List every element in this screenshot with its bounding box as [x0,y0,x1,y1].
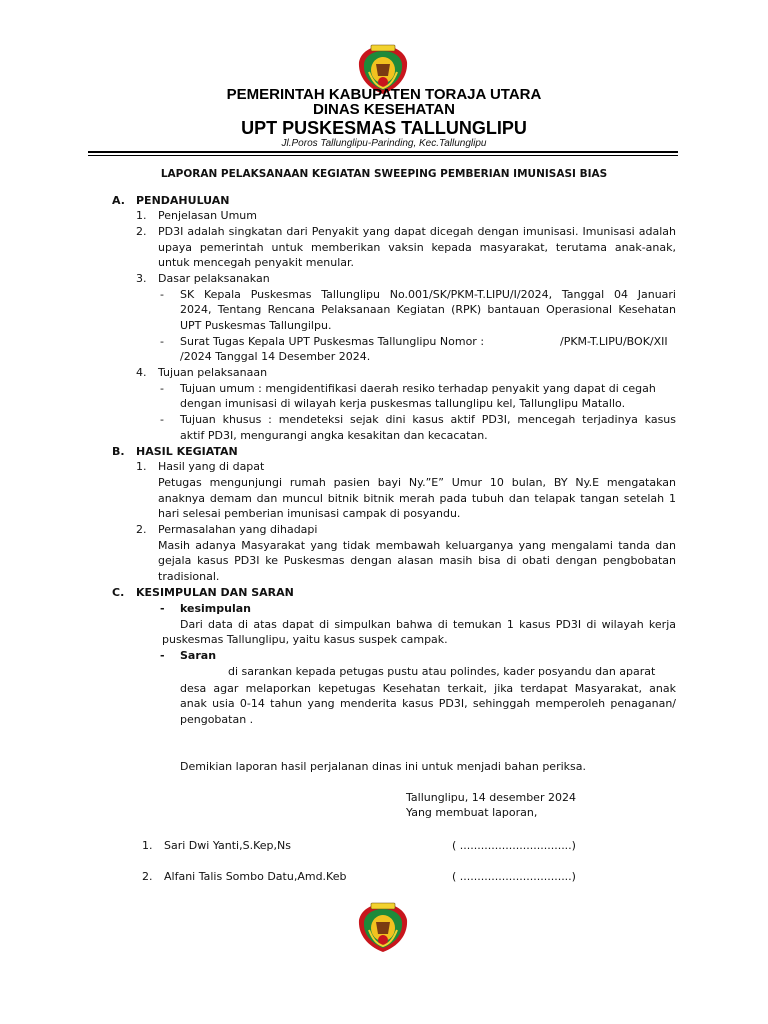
paragraph-line: /PKM-T.LIPU/BOK/XII [560,335,668,348]
paragraph-line: SK Kepala Puskesmas Tallunglipu No.001/SK/PKM-T.LIPU/I/2024, Tanggal 04 Januari [180,288,676,301]
signature-line: ( ................................) [452,839,576,852]
subsection-title: kesimpulan [180,602,251,615]
paragraph-line: pengobatan . [180,713,254,726]
bullet-dash: - [160,602,165,615]
paragraph-line: tradisional. [158,570,220,583]
bullet-dash: - [160,335,164,348]
bullet-dash: - [160,382,164,395]
signer-name: Sari Dwi Yanti,S.Kep,Ns [164,839,291,852]
closing-statement: Demikian laporan hasil perjalanan dinas ini untuk menjadi bahan periksa. [180,760,586,773]
item-title: Hasil yang di dapat [158,460,265,473]
signer-number: 1. [142,839,153,852]
signature-caption: Yang membuat laporan, [406,806,538,819]
section-b-title: HASIL KEGIATAN [136,445,238,458]
signer-name: Alfani Talis Sombo Datu,Amd.Keb [164,870,347,883]
paragraph-line: anak usia 0-14 tahun yang menderita kasus PD3I, sehinggah memperoleh penaganan/ [180,697,676,710]
item-number: 2. [136,523,147,536]
paragraph-line: aktif PD3I, mengurangi angka kesakitan dan kecacatan. [180,429,488,442]
subsection-title: Saran [180,649,217,662]
signer-number: 2. [142,870,153,883]
item-number: 2. [136,225,147,238]
place-date: Tallunglipu, 14 desember 2024 [406,791,576,804]
bullet-dash: - [160,649,165,662]
paragraph-line: hari selesai pemberian imunisasi campak di posyandu. [158,507,461,520]
paragraph-line: anaknya demam dan muncul bitnik bitnik merah pada tubuh dan telapak tangan setelah 1 [158,492,676,505]
header-rule-thin [88,155,678,156]
header-government: PEMERINTAH KABUPATEN TORAJA UTARA [226,86,542,103]
item-title: Permasalahan yang dihadapi [158,523,318,536]
item-number: 3. [136,272,147,285]
paragraph-line: Surat Tugas Kepala UPT Puskesmas Tallunglipu Nomor : [180,335,485,348]
paragraph-line: gejala kasus PD3I ke Puskesmas dengan alasan masih bisa di obati dengan pengbobatan [158,554,676,567]
header-institution: UPT PUSKESMAS TALLUNGLIPU [241,118,527,138]
paragraph-line: desa agar melaporkan kepetugas Kesehatan terkait, jika terdapat Masyarakat, anak [180,682,676,695]
toraja-utara-emblem-logo [355,900,411,954]
paragraph-line: Tujuan khusus : mendeteksi sejak dini kasus aktif PD3I, mencegah terjadinya kasus [180,413,676,426]
paragraph-line: Tujuan umum : mengidentifikasi daerah resiko terhadap penyakit yang dapat di cegah [180,382,656,395]
header-department: DINAS KESEHATAN [313,101,455,118]
section-a-title: PENDAHULUAN [136,194,230,207]
paragraph-line: /2024 Tanggal 14 Desember 2024. [180,350,371,363]
item-title: Penjelasan Umum [158,209,257,222]
item-number: 1. [136,460,147,473]
header-rule-thick [88,151,678,153]
paragraph-line: upaya pemerintah untuk memberikan vaksin kepada masyarakat, terutama anak-anak, [158,241,676,254]
paragraph-line: di sarankan kepada petugas pustu atau polindes, kader posyandu dan aparat [228,665,656,678]
paragraph-line: UPT Puskesmas Tallungilpu. [180,319,332,332]
section-b-marker: B. [112,445,125,458]
paragraph-line: dengan imunisasi di wilayah kerja puskesmas tallunglipu kel, Tallunglipu Matallo. [180,397,626,410]
section-c-marker: C. [112,586,125,599]
bullet-dash: - [160,413,164,426]
section-c-title: KESIMPULAN DAN SARAN [136,586,294,599]
paragraph-line: Petugas mengunjungi rumah pasien bayi Ny.”E” Umur 10 bulan, BY Ny.E mengatakan [158,476,676,489]
paragraph-line: Dari data di atas dapat di simpulkan bahwa di temukan 1 kasus PD3I di wilayah kerja [180,618,676,631]
item-number: 4. [136,366,147,379]
section-a-marker: A. [112,194,125,207]
paragraph-line: Masih adanya Masyarakat yang tidak membawah keluarganya yang mengalami tanda dan [158,539,676,552]
paragraph-line: puskesmas Tallunglipu, yaitu kasus suspek campak. [162,633,448,646]
bullet-dash: - [160,288,164,301]
report-title: LAPORAN PELAKSANAAN KEGIATAN SWEEPING PEMBERIAN IMUNISASI BIAS [160,168,608,180]
paragraph-line: untuk mencegah penyakit menular. [158,256,354,269]
signature-line: ( ................................) [452,870,576,883]
paragraph-line: PD3I adalah singkatan dari Penyakit yang dapat dicegah dengan imunisasi. Imunisasi adalah [158,225,676,238]
item-title: Tujuan pelaksanaan [158,366,268,379]
paragraph-line: 2024, Tentang Rencana Pelaksanaan Kegiatan (RPK) bantauan Operasional Kesehatan [180,303,676,316]
item-title: Dasar pelaksanakan [158,272,270,285]
item-number: 1. [136,209,147,222]
header-address: Jl.Poros Tallunglipu-Parinding, Kec.Tallunglipu [281,138,487,149]
